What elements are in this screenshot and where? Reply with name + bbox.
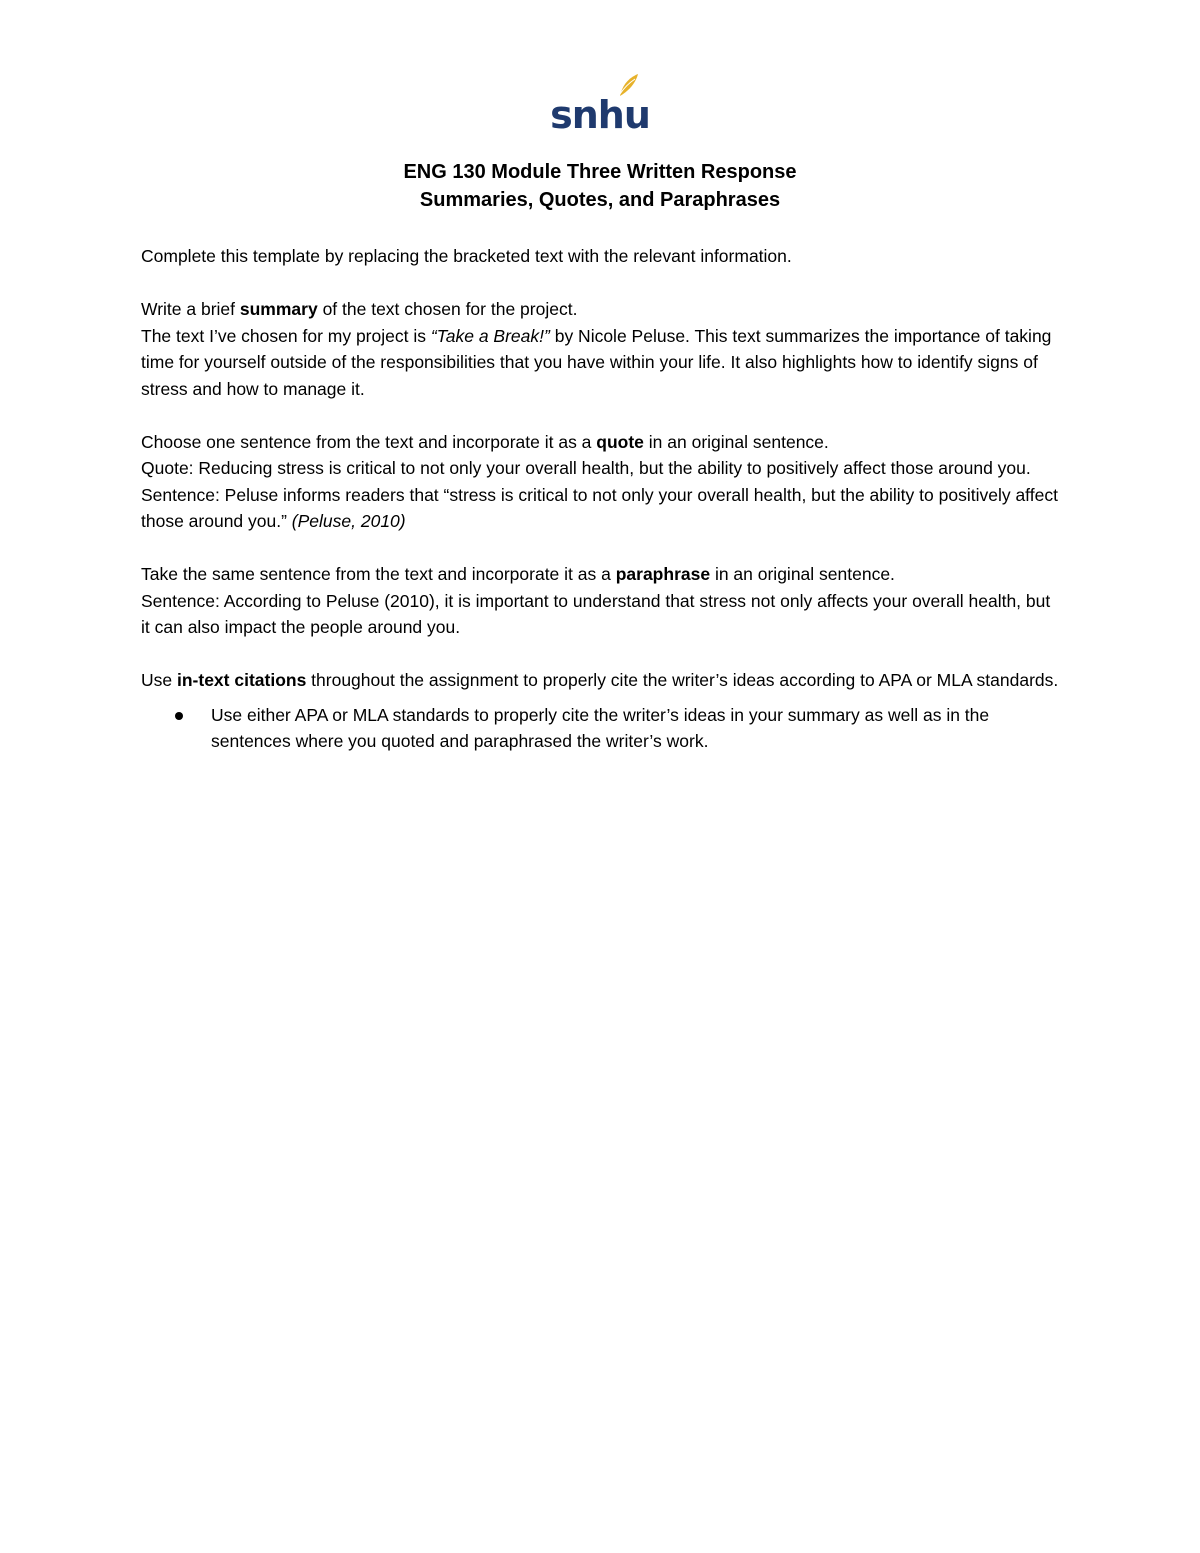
summary-section	[141, 296, 1061, 402]
quote-sentence-text: Sentence: Peluse informs readers that “stress is critical to not only your overall health, but the ability to positively affect those around you.”	[141, 484, 1058, 531]
paraphrase-prompt	[141, 561, 1061, 588]
document-body	[141, 243, 1061, 755]
logo-text: snhu	[550, 93, 650, 136]
summary-prompt-text-end: of the text chosen for the project.	[317, 299, 578, 319]
summary-prompt-text: Write a brief	[141, 299, 240, 319]
quote-prompt	[141, 429, 1061, 456]
citations-bullet-list	[141, 702, 1061, 755]
paraphrase-prompt-text: Take the same sentence from the text and incorporate it as a	[141, 564, 616, 584]
summary-answer-rest: by Nicole Peluse. This text summarizes the importance of taking time for yourself outside of the responsibilities that you have within your life. It also highlights how to identify signs of stress and how to manage it.	[141, 325, 1052, 399]
citations-prompt-text: Use	[141, 670, 177, 690]
paraphrase-keyword: paraphrase	[615, 564, 711, 584]
bullet-text: Use either APA or MLA standards to properly cite the writer’s ideas in your summary as well as in the sentences where you quoted and paraphrased the writer’s work.	[211, 704, 990, 751]
paraphrase-prompt-text-end: in an original sentence.	[710, 564, 895, 584]
paraphrase-sentence: Sentence: According to Peluse (2010), it is important to understand that stress not only affects your overall health, but it can also impact the people around you.	[141, 590, 1051, 637]
quote-prompt-text: Choose one sentence from the text and incorporate it as a	[141, 431, 597, 452]
document-subtitle: Summaries, Quotes, and Paraphrases	[419, 189, 781, 211]
summary-prompt	[141, 296, 1061, 323]
quote-line: Quote: Reducing stress is critical to not only your overall health, but the ability to positively affect those around you.	[141, 458, 1031, 478]
paraphrase-section	[141, 561, 1061, 641]
document-title: ENG 130 Module Three Written Response	[403, 161, 797, 183]
list-item	[211, 702, 1061, 755]
intro-text: Complete this template by replacing the bracketed text with the relevant information.	[141, 246, 792, 266]
quote-prompt-text-end: in an original sentence.	[643, 431, 829, 452]
quote-keyword: quote	[596, 431, 644, 452]
quote-citation: (Peluse, 2010)	[291, 511, 406, 531]
citations-prompt	[141, 667, 1061, 694]
quote-section	[141, 429, 1061, 535]
snhu-leaf-logo-icon	[550, 70, 650, 136]
summary-answer	[141, 323, 1061, 403]
snhu-logo	[550, 70, 650, 136]
citations-section	[141, 667, 1061, 755]
summary-text-title: “Take a Break!”	[430, 325, 550, 346]
bullet-icon	[175, 712, 183, 720]
quote-sentence	[141, 482, 1061, 535]
summary-answer-start: The text I’ve chosen for my project is	[141, 325, 431, 346]
citations-prompt-text-end: throughout the assignment to properly cite the writer’s ideas according to APA or MLA standards.	[306, 670, 1059, 690]
intro-paragraph	[141, 243, 1061, 270]
summary-keyword: summary	[239, 299, 318, 319]
citations-keyword: in-text citations	[176, 670, 307, 690]
document-header	[0, 158, 1200, 214]
